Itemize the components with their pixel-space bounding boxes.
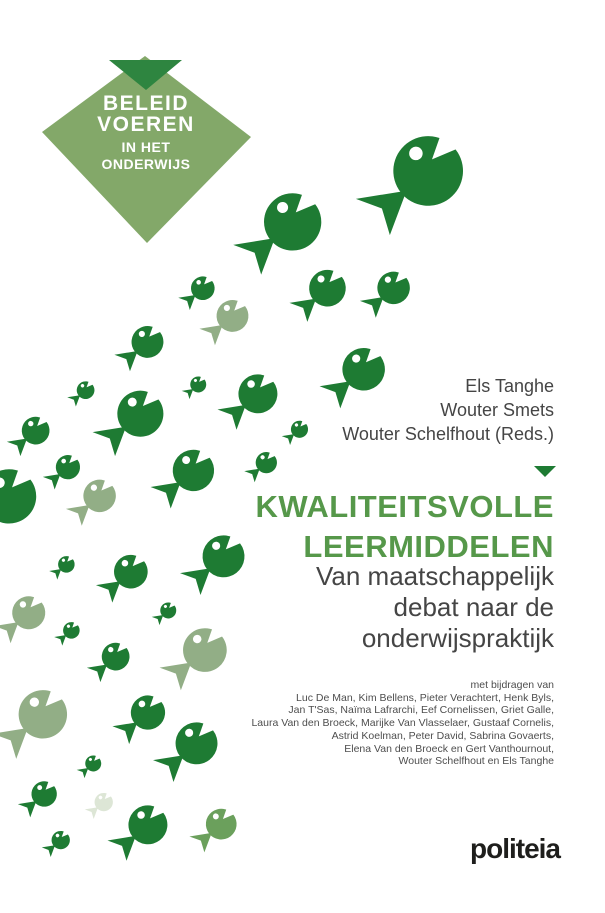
down-arrow-icon: [534, 466, 556, 477]
fish-icon: [175, 525, 255, 600]
fish-icon: [62, 472, 124, 530]
fish-icon: [88, 380, 175, 462]
badge-line-2: VOEREN: [97, 113, 195, 136]
fish-icon: [40, 449, 86, 492]
fish-icon: [348, 119, 480, 244]
fish-icon: [65, 377, 99, 409]
fish-icon: [196, 292, 257, 349]
fish-icon: [0, 588, 54, 647]
contributors-block: [251, 679, 554, 768]
author-2: Wouter Smets: [440, 400, 554, 420]
fish-icon: [146, 440, 225, 514]
contributors-line: Luc De Man, Kim Bellens, Pieter Verachtert, Henk Byls,: [296, 691, 554, 704]
badge-line-3: IN HET: [121, 139, 171, 155]
fish-icon: [52, 618, 83, 648]
fish-icon: [150, 599, 180, 628]
fish-icon: [186, 801, 244, 856]
fish-icon: [40, 827, 75, 860]
subtitle-line-3: onderwijspraktijk: [361, 623, 554, 653]
subtitle-line-1: Van maatschappelijk: [316, 561, 554, 591]
contributors-line: Jan T'Sas, Naïma Lafrarchi, Eef Cornelissen, Griet Galle,: [288, 704, 554, 717]
fish-icon: [155, 618, 238, 696]
book-title: [255, 487, 554, 567]
fish-icon: [280, 417, 313, 448]
fish-icon: [75, 752, 105, 781]
fish-icon: [356, 264, 418, 322]
author-3: Wouter Schelfhout (Reds.): [342, 424, 554, 444]
contributors-line: Wouter Schelfhout en Els Tanghe: [398, 755, 554, 768]
publisher-logo: politeia: [469, 833, 560, 864]
fish-icon: [0, 456, 50, 553]
fish-icon: [285, 261, 355, 327]
contributors-line: Astrid Koelman, Peter David, Sabrina Govaerts,: [331, 729, 554, 742]
book-subtitle: [316, 561, 554, 654]
contributors-line: Elena Van den Broeck en Gert Vanthournout,: [344, 742, 554, 755]
fish-icon: [0, 678, 79, 765]
fish-icon: [242, 447, 282, 485]
fish-icon: [4, 410, 57, 460]
fish-icon: [103, 796, 177, 866]
contributors-intro: met bijdragen van: [470, 679, 554, 691]
fish-icon: [109, 687, 174, 748]
fish-icon: [84, 636, 137, 686]
author-names: [342, 374, 554, 446]
fish-icon: [15, 775, 63, 820]
fish-icon: [213, 365, 287, 435]
subtitle-line-2: debat naar de: [393, 592, 554, 622]
badge-text: [42, 93, 250, 173]
badge-line-4: ONDERWIJS: [101, 156, 191, 172]
title-line-1: KWALITEITSVOLLE: [255, 489, 554, 524]
fish-icon: [176, 271, 221, 313]
contributors-line: Laura Van den Broeck, Marijke Van Vlasselaer, Gustaaf Cornelis,: [251, 717, 554, 730]
fish-icon: [92, 547, 156, 607]
title-line-2: LEERMIDDELEN: [303, 529, 554, 564]
author-1: Els Tanghe: [465, 376, 554, 396]
fish-icon: [83, 789, 118, 822]
badge-line-1: BELEID: [102, 92, 189, 115]
fish-icon: [47, 552, 78, 582]
fish-icon: [111, 318, 172, 375]
fish-icon: [180, 373, 210, 402]
